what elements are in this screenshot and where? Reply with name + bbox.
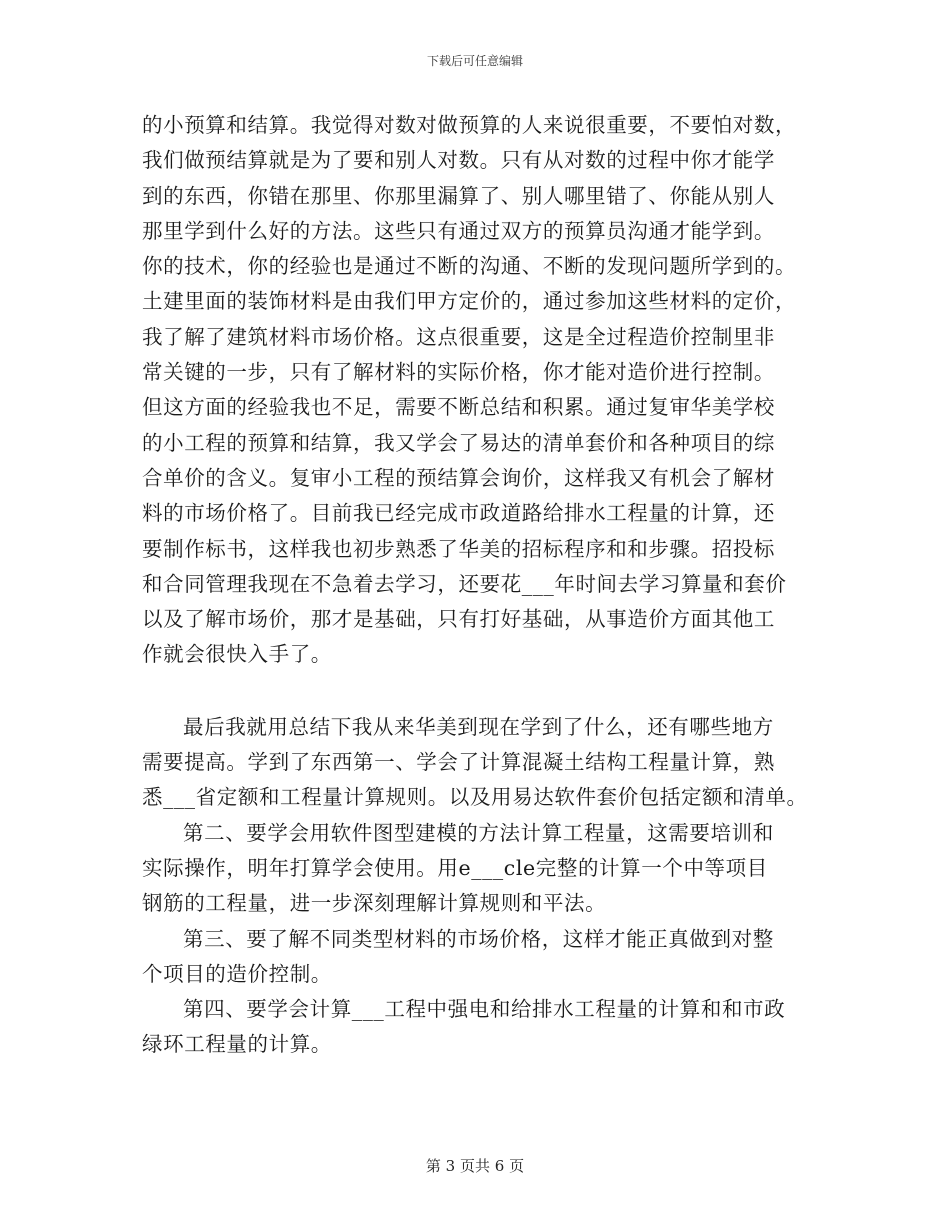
text-line: 最后我就用总结下我从来华美到现在学到了什么，还有哪些地方 bbox=[183, 714, 774, 739]
text-line: 个项目的造价控制。 bbox=[142, 961, 332, 986]
text-line: 需要提高。学到了东西第一、学会了计算混凝土结构工程量计算，熟 bbox=[142, 750, 775, 775]
text-line: 土建里面的装饰材料是由我们甲方定价的，通过参加这些材料的定价， bbox=[142, 289, 797, 314]
text-line: 你的技术，你的经验也是通过不断的沟通、不断的发现问题所学到的。 bbox=[142, 254, 797, 279]
text-line: 但这方面的经验我也不足，需要不断总结和积累。通过复审华美学校 bbox=[142, 395, 775, 420]
paragraph-3 bbox=[142, 816, 822, 922]
text-line: 的小工程的预算和结算，我又学会了易达的清单套价和各种项目的综 bbox=[142, 430, 775, 455]
text-line: 第二、要学会用软件图型建模的方法计算工程量，这需要培训和 bbox=[183, 820, 774, 845]
text-line: 常关键的一步，只有了解材料的实际价格，你才能对造价进行控制。 bbox=[142, 360, 775, 385]
text-line: 第四、要学会计算___工程中强电和给排水工程量的计算和和市政 bbox=[183, 997, 786, 1022]
text-line: 以及了解市场价，那才是基础，只有打好基础，从事造价方面其他工 bbox=[142, 607, 775, 632]
page-number: 第 3 页共 6 页 bbox=[425, 1157, 525, 1175]
paragraph-5 bbox=[142, 992, 822, 1063]
text-line: 和合同管理我现在不急着去学习，还要花___年时间去学习算量和套价 bbox=[142, 571, 787, 596]
text-line: 那里学到什么好的方法。这些只有通过双方的预算员沟通才能学到。 bbox=[142, 218, 775, 243]
text-line: 我了解了建筑材料市场价格。这点很重要，这是全过程造价控制里非 bbox=[142, 324, 775, 349]
text-line: 绿环工程量的计算。 bbox=[142, 1032, 332, 1057]
paragraph-1 bbox=[142, 108, 822, 673]
text-line: 钢筋的工程量，进一步深刻理解计算规则和平法。 bbox=[142, 891, 607, 916]
text-line: 作就会很快入手了。 bbox=[142, 642, 332, 667]
document-body bbox=[142, 108, 822, 1063]
text-line: 第三、要了解不同类型材料的市场价格，这样才能正真做到对整 bbox=[183, 926, 774, 951]
text-line: 的小预算和结算。我觉得对数对做预算的人来说很重要，不要怕对数， bbox=[142, 113, 797, 137]
text-line: 要制作标书，这样我也初步熟悉了华美的招标程序和和步骤。招投标 bbox=[142, 536, 775, 561]
text-line: 料的市场价格了。目前我已经完成市政道路给排水工程量的计算，还 bbox=[142, 501, 775, 526]
page-header: 下载后可任意编辑 bbox=[426, 54, 523, 68]
text-line: 实际操作，明年打算学会使用。用e___cle完整的计算一个中等项目 bbox=[142, 855, 768, 880]
text-line: 我们做预结算就是为了要和别人对数。只有从对数的过程中你才能学 bbox=[142, 148, 775, 173]
paragraph-4 bbox=[142, 922, 822, 993]
text-line: 悉___省定额和工程量计算规则。以及用易达软件套价包括定额和清单。 bbox=[142, 785, 808, 810]
paragraph-2 bbox=[142, 710, 822, 816]
text-line: 到的东西，你错在那里、你那里漏算了、别人哪里错了、你能从别人 bbox=[142, 183, 775, 208]
paragraph-spacer bbox=[142, 673, 822, 710]
text-line: 合单价的含义。复审小工程的预结算会询价，这样我又有机会了解材 bbox=[142, 465, 775, 490]
